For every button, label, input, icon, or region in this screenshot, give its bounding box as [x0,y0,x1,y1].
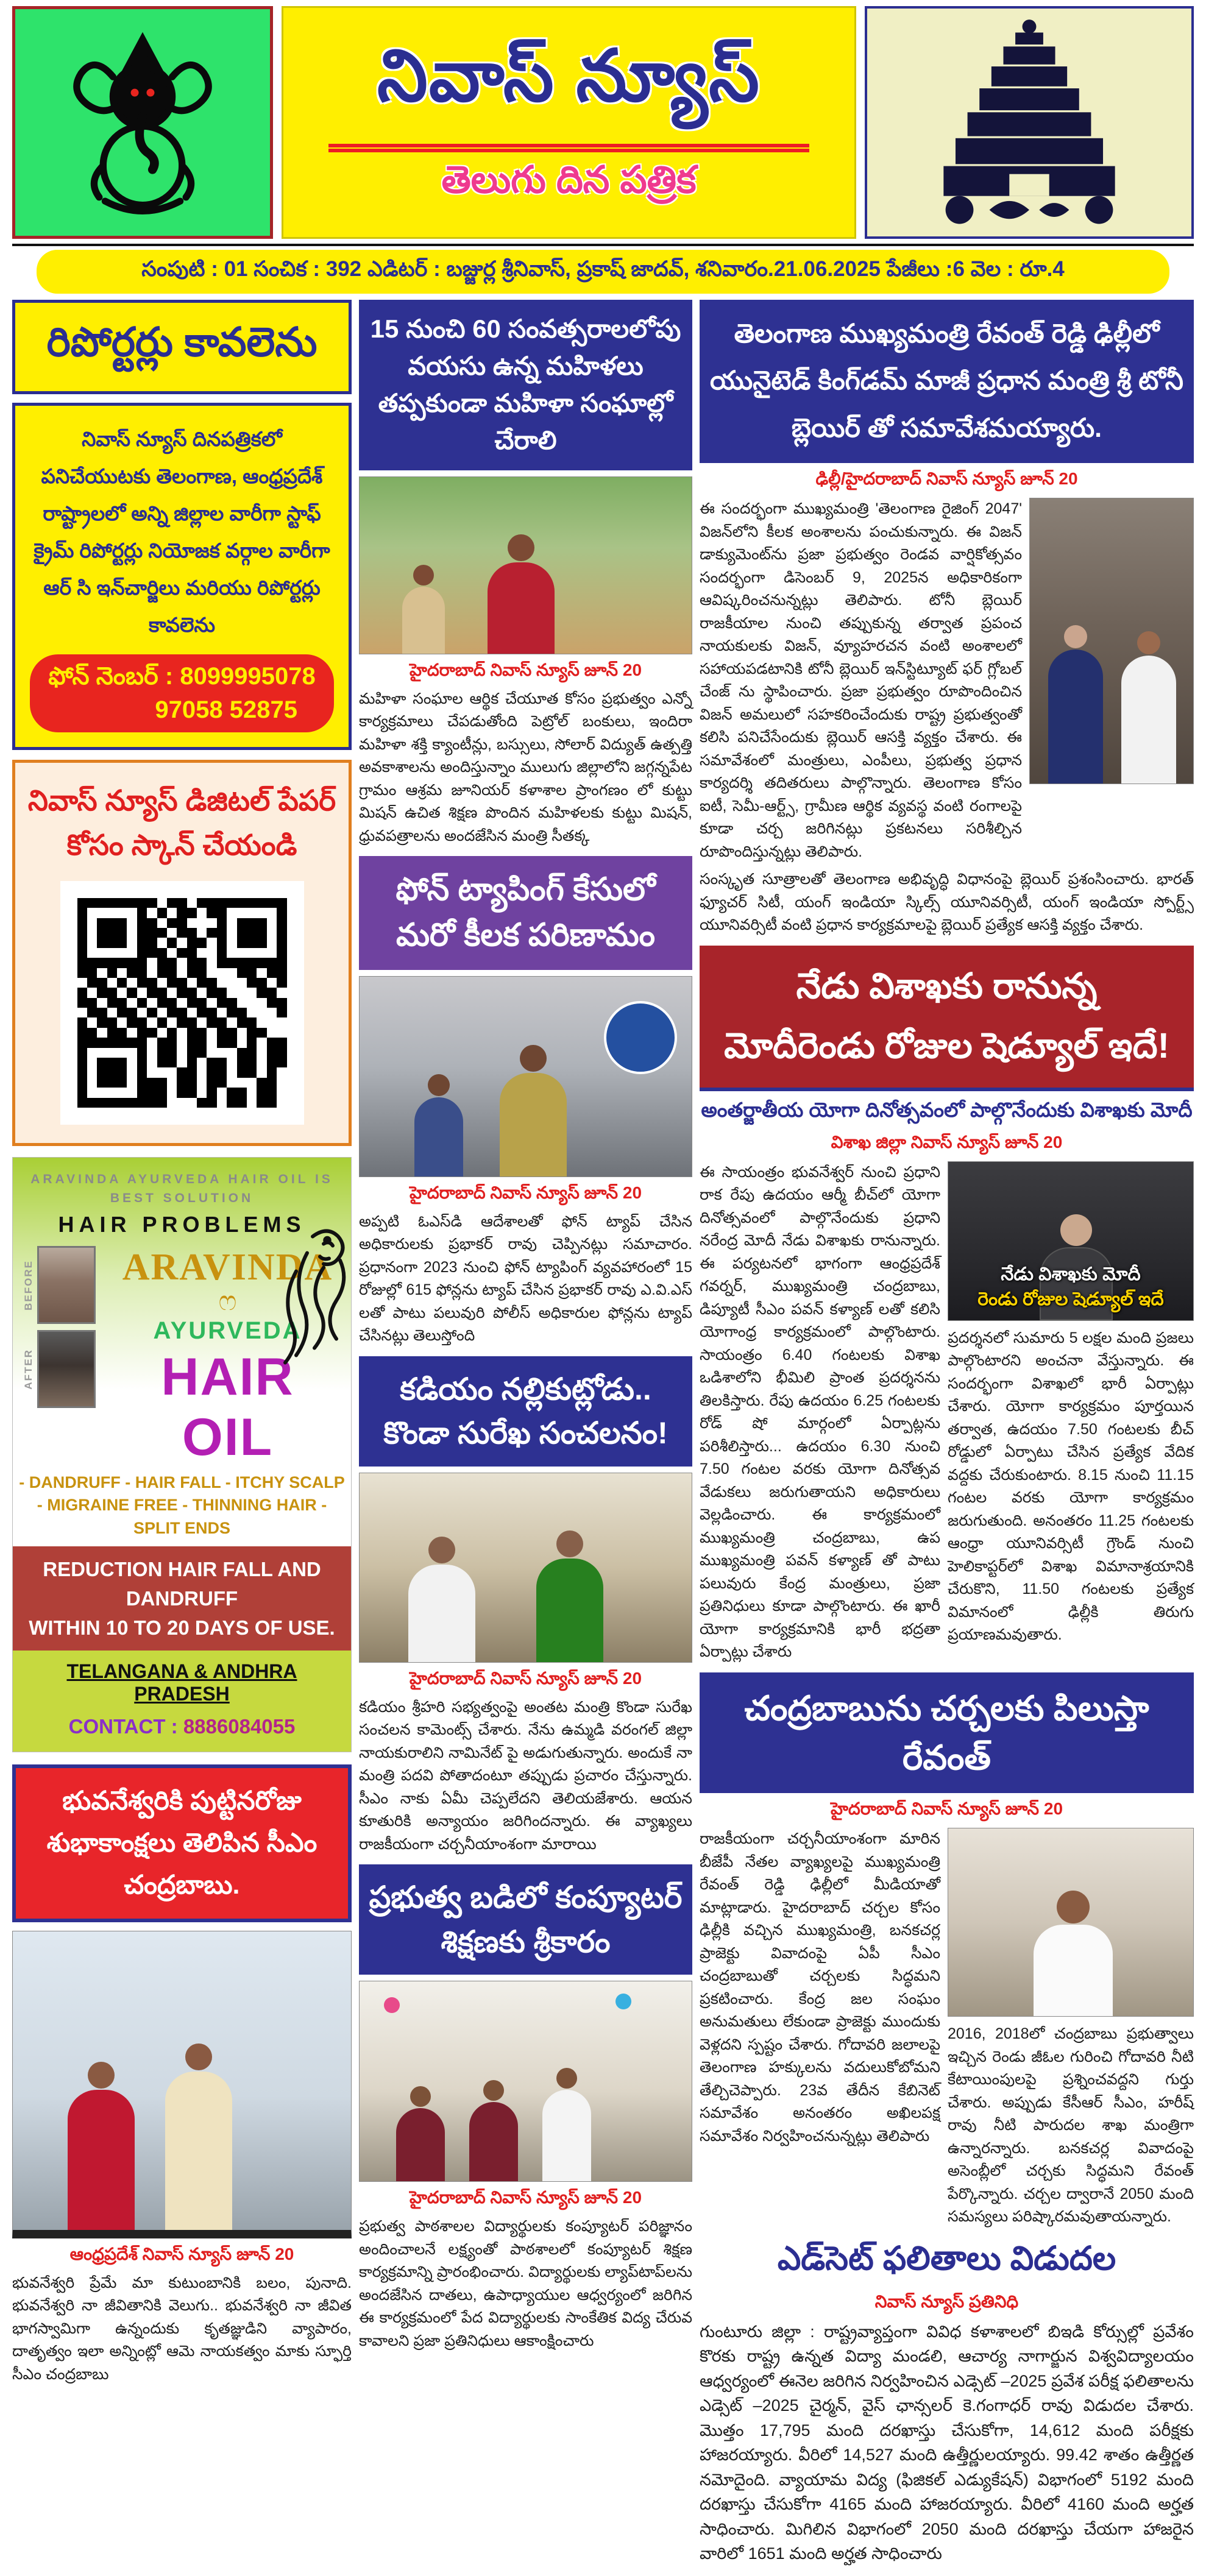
qr-code[interactable] [77,898,287,1108]
story-modi-visakha-body2: ప్రదర్శనలో సుమారు 5 లక్షల మంది ప్రజలు పాల్గొంటారని అంచనా వేస్తున్నారు. ఈ సందర్భంగా విశాఖలో భారీ ఏర్పాట్లు చేశారు. యోగా కార్యక్రమం పూర్తయిన తర్వాత, ఉదయం 7.50 గంటలకు బీచ్ రోడ్డులో ఏర్పాటు చేసిన ప్రత్యేక వేదిక వద్దకు చేరుకుంటారు. 8.15 నుంచి 11.15 గంటల వరకు యోగా కార్యక్రమం జరుగుతుంది. అనంతరం 11.25 గంటలకు ఆంధ్రా యూనివర్సిటీ గ్రౌండ్ నుంచి హెలికాప్టర్‌లో విశాఖ విమానాశ్రయానికి చేరుకొని, 11.50 గంటలకు ప్రత్యేక విమానంలో ఢిల్లీకి తిరుగు ప్రయాణమవుతారు. [948,1329,1194,1644]
story-revanth-blair-headline: తెలంగాణ ముఖ్యమంత్రి రేవంత్ రెడ్డి ఢిల్లీలో యునైటెడ్ కింగ్‌డమ్ మాజీ ప్రధాన మంత్రి శ్రీ టోనీ బ్లెయిర్ తో సమావేశమయ్యారు. [700,300,1194,463]
photo-minister-seethakka [359,476,692,654]
story-chandrababu-talks-body2: 2016, 2018లో చంద్రబాబు ప్రభుత్వాలు ఇచ్చిన రెండు జీఓల గురించి గోదావరి నీటి కేటాయింపులపై ప్రశ్నించవద్దని గుర్తు చేశారు. అప్పుడు కేసీఆర్ సీఎం, హరీష్ రావు నీటి పారుదల శాఖ మంత్రిగా ఉన్నారన్నారు. బనకచర్ల వివాదంపై అసెంబ్లీలో చర్చకు సిద్ధమని రేవంత్ పేర్కొన్నారు. చర్చల ద్వారానే 2050 మంది సమస్యలు పరిష్కారమవుతాయన్నారు. [948,2025,1194,2226]
story-modi-visakha-row [700,1161,1194,1664]
story-women-groups-dateline: హైదరాబాద్ నివాస్ న్యూస్ జూన్ 20 [409,660,642,679]
after-item [23,1330,110,1408]
woman-hair-illustration [260,1216,351,1371]
qr-heading-line2: కోసం స్కాన్ చేయండి [66,829,297,862]
story-chandrababu-talks-headline: చంద్రబాబును చర్చలకు పిలుస్తా రేవంత్ [700,1672,1194,1793]
ganesha-logo-box [12,6,273,239]
police-sign-badge [604,1001,677,1074]
photo-chandrababu-bhuvaneswari [12,1931,352,2238]
story-revanth-blair-dateline: ఢిల్లీ/హైదరాబాద్ నివాస్ న్యూస్ జూన్ 20 [815,469,1078,489]
temple-logo-box [865,6,1194,239]
story-revanth-blair-body: ఈ సందర్భంగా ముఖ్యమంత్రి 'తెలంగాణ రైజింగ్ 2047' విజన్‌లోని కీలక అంశాలను పంచుకున్నారు. ఈ విజన్ డాక్యుమెంట్‌ను ప్రజా ప్రభుత్వం రెండవ వార్షికోత్సవం సందర్భంగా డిసెంబర్ 9, 2025న అధికారికంగా ఆవిష్కరించనున్నట్లు తెలిపారు. టోనీ బ్లెయిర్ రాజకీయాల నుంచి తప్పుకున్న తర్వాత ప్రపంచ నాయకులకు విజన్, వ్యూహరచన వంటి అంశాలలో సహాయపడటానికి టోనీ బ్లెయిర్ ఇన్‌స్టిట్యూట్ ఫర్ గ్లోబల్ చేంజ్ ను స్థాపించారు. ప్రజా ప్రభుత్వం రూపొందించిన విజన్ అమలులో సహకరించేందుకు రాష్ట్ర ప్రభుత్వంతో కలిసి పనిచేసేందుకు బ్లెయిర్ ఆసక్తి వ్యక్తం చేశారు. ఈ సమావేశంలో మంత్రులు, ఎంపీలు, ప్రభుత్వ ప్రధాన కార్యదర్శి తదితరులు పాల్గొన్నారు. తెలంగాణ కోసం ఐటీ, సెమీ-ఆర్ట్స్, గ్రామీణ ఆర్థిక వ్యవస్థ వంటి రంగాలపై కూడా చర్చ జరిగినట్లు ప్రకటనలు సరిశీల్చిన రూపొందిస్తున్నట్లు తెలిపారు. [700,500,1022,860]
newspaper-subtitle: తెలుగు దిన పత్రిక [441,158,697,201]
story-konda-surekha-body: కడియం శ్రీహరి సభ్యత్వంపై అంతట మంత్రి కొండా సురేఖ సంచలన కామెంట్స్ చేశారు. నేను ఉమ్మడి వరంగల్ జిల్లా నాయకురాలిని నామినేట్ పై అడుగుతున్నారు. అందుకే నా మంత్రి పదవి పోతాదంటూ తప్పుడు ప్రచారం చేస్తున్నారు. సీఎం నాకు ఏమీ చెప్పలేదని తెలియజేశారు. ఆయన కూతురికి అన్యాయం జరిగిందన్నారు. ఈ వ్యాఖ్యలు రాజకీయంగా చర్చనీయాంశంగా మారాయి [359,1698,692,1853]
qr-heading-line1: నివాస్ న్యూస్ డిజిటల్ పేపర్ [27,784,336,817]
story-konda-surekha-dateline: హైదరాబాద్ నివాస్ న్యూస్ జూన్ 20 [409,1668,642,1688]
left-column [12,300,352,2386]
qr-heading [24,779,340,868]
ad-benefits [13,1468,351,1546]
ad-claim-line2: WITHIN 10 TO 20 DAYS OF USE. [29,1616,335,1639]
temple-gopuram-icon [920,15,1139,231]
qr-panel [60,881,304,1125]
ad-hair-problems: HAIR PROBLEMS [58,1211,306,1237]
story-edcet-headline: ఎడ్‌సెట్ ఫలితాలు విడుదల [777,2240,1116,2277]
ad-claim-band [13,1546,351,1651]
photo-computer-training-students [359,1981,692,2182]
page-columns [12,300,1194,2566]
reporters-wanted-title: రిపోర్టర్లు కావలెను [46,319,317,364]
phone-number-1: ఫోన్ నెంబర్ : 8099995078 [48,663,316,690]
photo-revanth-press [948,1828,1194,2017]
story-women-groups-headline: 15 నుంచి 60 సంవత్సరాలలోపు వయసు ఉన్న మహిళలు తప్పకుండా మహిళా సంఘాల్లో చేరాలి [359,300,692,470]
ad-contact [18,1715,346,1738]
hair-oil-ad[interactable] [12,1157,352,1753]
photo-phone-tapping-police [359,976,692,1177]
brand-aravinda: ARAVINDA [122,1246,333,1288]
ad-benefit-line2: - MIGRAINE FREE - THINNING HAIR - SPLIT ENDS [37,1496,327,1538]
balloon-decoration-2 [615,1994,631,2009]
story-phone-tapping-headline: ఫోన్ ట్యాపింగ్ కేసులో మరో కీలక పరిణామం [359,856,692,970]
story-women-groups-body: మహిళా సంఘాల ఆర్థిక చేయూత కోసం ప్రభుత్వం ఎన్నో కార్యక్రమాలు చేపడుతోంది పెట్రోల్ బంకులు, ఇందిరా మహిళా శక్తి క్యాంటీన్లు, బస్సులు, సోలార్ విద్యుత్ ఉత్పత్తి అవకాశాలను అందిస్తున్నాం ములుగు జిల్లాలోని జగ్గన్నపేట గ్రామం ఆశ్రమ జూనియర్ కళాశాల ప్రాంగణం లో కుట్టు మిషన్ ఉచిత శిక్షణ పొందిన మహిళలకు కుట్టు మిషన్, ధ్రువపత్రాలను అందజేసిన మంత్రి సీతక్క [359,690,692,844]
balloon-decoration [384,1997,400,2013]
photo-revanth-blair-meeting [1029,498,1194,784]
modi-photo-caption [948,1264,1193,1314]
header-rule [12,244,1194,246]
before-item [23,1246,110,1324]
story-revanth-blair-row [700,498,1194,863]
story-edcet-body: గుంటూరు జిల్లా : రాష్ట్రవ్యాప్తంగా వివిధ కళాశాలలో బిఇడి కోర్సుల్లో ప్రవేశం కొరకు రాష్ట్ర ఉన్నత విద్యా మండలి, ఆచార్య నాగార్జున విశ్వవిద్యాలయం ఆధ్వర్యంలో ఈనెల జరిగిన నిర్వహించిన ఎడ్సెట్ –2025 ప్రవేశ పరీక్ష ఫలితాలను ఎడ్సెట్ –2025 చైర్మన్, వైస్ ఛాన్సలర్ కె.గంగాధర్ రావు విడుదల చేశారు. మొత్తం 17,795 మంది దరఖాస్తు చేసుకోగా, 14,612 మంది పరీక్షకు హాజరయ్యారు. వీరిలో 14,527 మంది ఉత్తీర్ణులయ్యారు. 99.42 శాతం ఉత్తీర్ణత నమోదైంది. వ్యాయామ విద్య (ఫిజికల్ ఎడ్యుకేషన్) విభాగంలో 5192 మంది దరఖాస్తు చేసుకోగా 4165 మంది హాజరయ్యారు. వీరిలో 4160 మంది అర్హత సాధించారు. మిగిలిన విభాగంలో 2050 మంది దరఖాస్తు చేయగా హాజరైన వారిలో 1651 మంది అర్హత సాధించారు [700,2322,1194,2563]
contact-label: CONTACT : [68,1715,178,1738]
birthday-headline-line2: శుభాకాంక్షలు తెలిపిన సీఎం చంద్రబాబు. [46,1828,317,1900]
ad-tagline-line2: BEST SOLUTION [110,1191,254,1206]
story-chandrababu-talks-dateline: హైదరాబాద్ నివాస్ న్యూస్ జూన్ 20 [830,1799,1063,1819]
newspaper-header [12,6,1194,239]
story-modi-visakha-body: ఈ సాయంత్రం భువనేశ్వర్ నుంచి ప్రధాని రాక రేపు ఉదయం ఆర్మీ బీచ్‌లో యోగా దినోత్సవంలో పాల్గొనేందుకు ప్రధాని నరేంద్ర మోదీ నేడు విశాఖకు రానున్నారు. ఈ పర్యటనలో భాగంగా ఆంధ్రప్రదేశ్ గవర్నర్, ముఖ్యమంత్రి చంద్రబాబు, డిప్యూటీ సీఎం పవన్ కళ్యాణ్ లతో కలిసి యోగాంధ్ర కార్యక్రమంలో పాల్గొంటారు. సాయంత్రం 6.40 గంటలకు విశాఖ ఒడిశాలోని భీమిలి ప్రాంత ప్రదర్శనను తిలకిస్తారు. రేపు ఉదయం 6.25 గంటలకు రోడ్ షో మార్గంలో ఏర్పాట్లను పరిశీలిస్తారు... ఉదయం 6.30 నుంచి 7.50 గంటల వరకు యోగా దినోత్సవ వేడుకలు జరుగుతాయని అధికారులు వెల్లడించారు. ఈ కార్యక్రమంలో ముఖ్యమంత్రి చంద్రబాబు, ఉప ముఖ్యమంత్రి పవన్ కళ్యాణ్ తో పాటు పలువురు కేంద్ర మంత్రులు, ప్రజా ప్రతినిధులు కూడా పాల్గొంటారు. ఈ ఖారీ యోగా కార్యక్రమానికి భారీ భద్రతా ఏర్పాట్లు చేశారు [700,1163,940,1661]
after-photo [37,1330,96,1408]
reporters-wanted-body-box [12,403,352,750]
reporters-phone-pill [30,654,334,732]
middle-column [359,300,692,2352]
reporters-wanted-title-box [12,300,352,394]
story-computer-training-dateline: హైదరాబాద్ నివాస్ న్యూస్ జూన్ 20 [409,2188,642,2207]
contact-number[interactable]: 8886084055 [183,1715,296,1738]
qr-section [12,760,352,1146]
ad-states: TELANGANA & ANDHRA PRADESH [66,1660,297,1705]
modi-headline-line2: మోదీరెండు రోజుల షెడ్యూల్ ఇదే! [724,1026,1169,1066]
story-konda-surekha-headline: కడియం నల్లికుట్లోడు.. కొండా సురేఖ సంచలనం! [359,1356,692,1467]
masthead-divider [328,144,809,152]
before-label: BEFORE [23,1259,34,1311]
ganesha-icon [42,18,243,228]
brand-ornament-icon: ෆ [218,1286,237,1316]
ad-contact-band [13,1651,351,1752]
story-modi-visakha-headline [700,946,1194,1091]
hair-oil-ad-top [13,1158,351,1468]
photo-konda-surekha [359,1473,692,1663]
story-revanth-blair-body2: సంస్కృత సూత్రాలతో తెలంగాణ అభివృద్ధి విధానంపై బ్లెయిర్ ప్రశంసించారు. భారత్ ఫ్యూచర్ సిటీ, యంగ్ ఇండియా స్కిల్స్ యూనివర్సిటీ, యంగ్ ఇండియా స్పోర్ట్స్ యూనివర్సిటీ వంటి ప్రధాన కార్యక్రమాలపై బ్లెయిర్ ప్రత్యేక ఆసక్తి వ్యక్తం చేశారు. [700,871,1194,934]
right-column [700,300,1194,2566]
story-chandrababu-talks-body: రాజకీయంగా చర్చనీయాంశంగా మారిన బీజేపీ నేతల వ్యాఖ్యలపై ముఖ్యమంత్రి రేవంత్ రెడ్డి ఢిల్లీలో మీడియాతో మాట్లాడారు. హైదరాబాద్ చర్చల కోసం ఢిల్లీకి వచ్చిన ముఖ్యమంత్రి, బనకచర్ల ప్రాజెక్టు వివాదంపై ఏపీ సీఎం చంద్రబాబుతో చర్చలకు సిద్ధమని ప్రకటించారు. కేంద్ర జల సంఘం అనుమతులు లేకుండా ప్రాజెక్టు ముందుకు వెళ్లదని స్పష్టం చేశారు. గోదావరి జలాలపై తెలంగాణ హక్కులను వదులుకోబోమని తేల్చిచెప్పారు. 23వ తేదీన కేబినెట్ సమావేశం అనంతరం అఖిలపక్ష సమావేశం నిర్వహించనున్నట్లు తెలిపారు [700,1830,940,2145]
story-computer-training-headline: ప్రభుత్వ బడిలో కంప్యూటర్ శిక్షణకు శ్రీకారం [359,1864,692,1975]
birthday-dateline: ఆంధ్రప్రదేశ్ నివాస్ న్యూస్ జూన్ 20 [69,2244,294,2263]
story-modi-visakha-dateline: విశాఖ జిల్లా నివాస్ న్యూస్ జూన్ 20 [831,1132,1063,1152]
story-phone-tapping-dateline: హైదరాబాద్ నివాస్ న్యూస్ జూన్ 20 [409,1183,642,1202]
modi-caption-line2: రెండు రోజుల షెడ్యూల్ ఇదే [977,1289,1164,1309]
story-modi-visakha-subhead: అంతర్జాతీయ యోగా దినోత్సవంలో పాల్గొనేందుకు విశాఖకు మోదీ [701,1098,1193,1121]
story-phone-tapping-body: అప్పటి ఓఎస్‌డి ఆదేశాలతో ఫోన్ ట్యాప్ చేసిన అధికారులకు ప్రభాకర్ రావు చెప్పినట్లు సమాచారం. ప్రధానంగా 2023 నుంచి ఫోన్ ట్యాపింగ్ వ్యవహారంలో 15 రోజుల్లో 615 ఫోన్లను ట్యాప్ చేసిన ప్రభాకర్ రావు ఎ.వి.ఎస్ లతో పాటు పలువురి పోలీస్ అధికారుల ఫోన్లను ట్యాప్ చేసినట్లు తెలుస్తోంది [359,1212,692,1345]
story-computer-training-body: ప్రభుత్వ పాఠశాలల విద్యార్థులకు కంప్యూటర్ పరిజ్ఞానం అందించాలనే లక్ష్యంతో పాఠశాలలో కంప్యూటర్ శిక్షణ కార్యక్రమాన్ని ప్రారంభించారు. విద్యార్థులకు ల్యాప్‌టాప్‌లను అందజేసిన దాతలు, ఉపాధ్యాయుల ఆధ్వర్యంలో జరిగిన ఈ కార్యక్రమంలో పేద విద్యార్థులకు సాంకేతిక విద్య చేరువ కావాలని ప్రజా ప్రతినిధులు ఆకాంక్షించారు [359,2218,692,2349]
masthead [282,6,856,239]
newspaper-title: నివాస్ న్యూస్ [377,35,761,116]
ad-tagline [19,1170,345,1208]
brand-hair-oil: HAIR OIL [161,1347,294,1467]
birthday-headline-box [12,1764,352,1922]
ad-claim-line1: REDUCTION HAIR FALL AND DANDRUFF [43,1557,321,1610]
edition-info-bar: సంపుటి : 01 సంచిక : 392 ఎడిటర్ : బజ్జుర్ల శ్రీనివాస్, ప్రకాష్ జాదవ్, శనివారం.21.06.2025 పేజీలు :6 వెల : రూ.4 [37,250,1169,294]
phone-number-2: 97058 52875 [155,696,297,724]
before-after-column [19,1246,110,1468]
brand-ayurveda: AYURVEDA [153,1317,302,1344]
ad-tagline-line1: ARAVINDA AYURVEDA HAIR OIL IS [30,1172,333,1186]
modi-headline-line1: నేడు విశాఖకు రానున్న [796,966,1098,1006]
modi-caption-line1: నేడు విశాఖకు మోదీ [1001,1264,1141,1284]
reporters-wanted-body: నివాస్ న్యూస్ దినపత్రికలో పనిచేయుటకు తెలంగాణ, ఆంధ్రప్రదేశ్ రాష్ట్రాలలో అన్ని జిల్లాల వారీగా స్టాఫ్ క్రైమ్ రిపోర్టర్లు నియోజక వర్గాల వారీగా ఆర్ సి ఇన్‌చార్జిలు మరియు రిపోర్టర్లు కావలెను [34,428,330,637]
after-label: AFTER [23,1348,34,1390]
birthday-body: భువనేశ్వరి ప్రేమే మా కుటుంబానికి బలం, పునాది. భువనేశ్వరి నా జీవితానికి వెలుగు.. భువనేశ్వరి నా జీవిత భాగస్వామిగా ఉన్నందుకు కృతజ్ఞుడిని వ్యాపారం, దాతృత్వం ఇలా అన్నింట్లో ఆమె నాయకత్వం మాకు స్ఫూర్తి సీఎం చంద్రబాబు [12,2274,352,2383]
before-photo [37,1246,96,1324]
story-edcet-byline: నివాస్ న్యూస్ ప్రతినిధి [874,2291,1019,2311]
ad-benefit-line1: - DANDRUFF - HAIR FALL - ITCHY SCALP [19,1473,345,1491]
photo-modi [948,1161,1194,1321]
story-chandrababu-talks-row [700,1828,1194,2229]
birthday-headline-line1: భువనేశ్వరికి పుట్టినరోజు [62,1786,302,1816]
